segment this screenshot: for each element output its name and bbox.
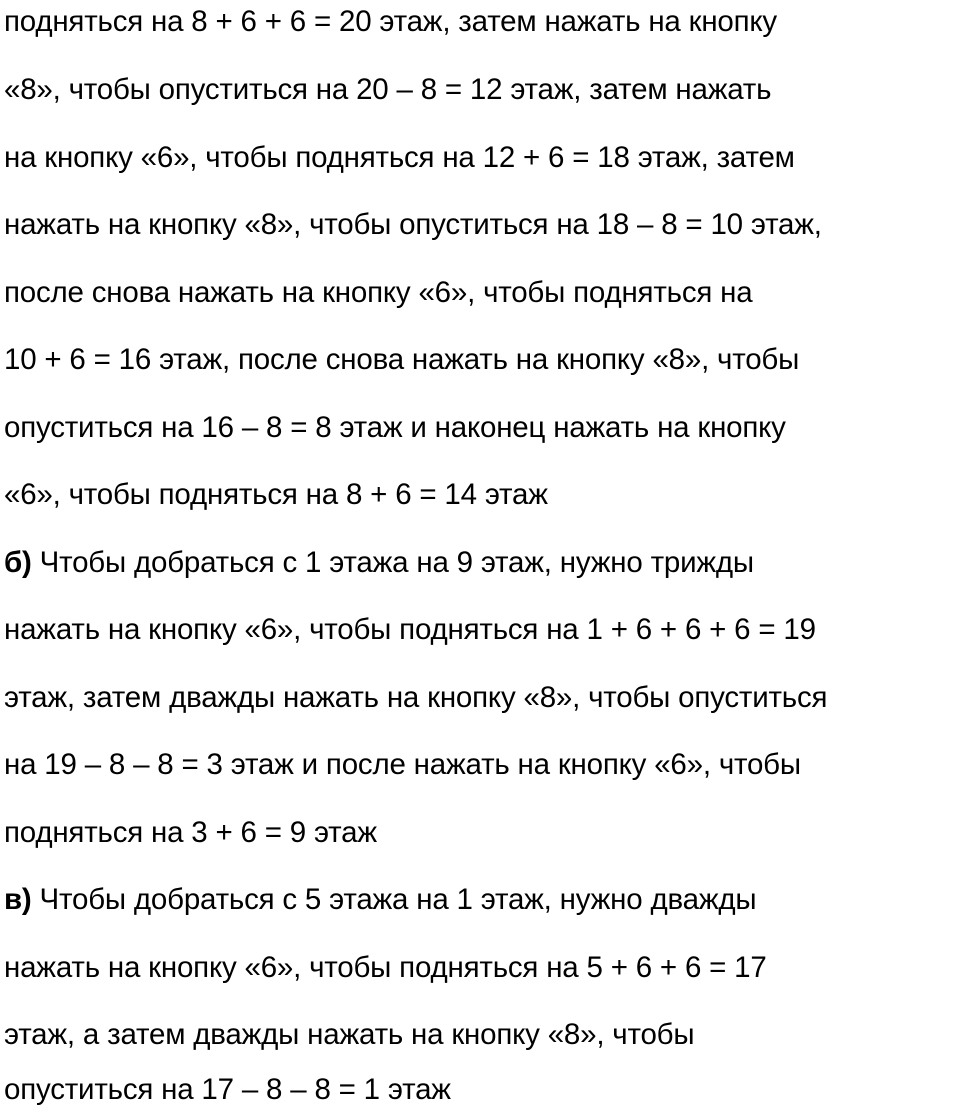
text-line: нажать на кнопку «6», чтобы подняться на 5 + 6 + 6 = 17 (4, 951, 767, 984)
text-line: опуститься на 16 – 8 = 8 этаж и наконец нажать на кнопку (4, 411, 786, 444)
text-line: «8», чтобы опуститься на 20 – 8 = 12 этаж, затем нажать (4, 73, 772, 106)
part-c-intro: Чтобы добраться с 5 этажа на 1 этаж, нужно дважды (31, 883, 757, 916)
part-c-marker: в) (4, 883, 32, 916)
text-line: подняться на 3 + 6 = 9 этаж (4, 816, 377, 849)
part-c-first-line (4, 880, 756, 920)
text-line: на 19 – 8 – 8 = 3 этаж и после нажать на кнопку «6», чтобы (4, 748, 801, 781)
text-line: нажать на кнопку «8», чтобы опуститься на 18 – 8 = 10 этаж, (4, 208, 822, 241)
part-b-intro: Чтобы добраться с 1 этажа на 9 этаж, нужно трижды (31, 546, 754, 579)
text-line: на кнопку «6», чтобы подняться на 12 + 6 = 18 этаж, затем (4, 141, 795, 174)
text-line: «6», чтобы подняться на 8 + 6 = 14 этаж (4, 478, 548, 511)
part-b-marker: б) (4, 546, 32, 579)
text-line: подняться на 8 + 6 + 6 = 20 этаж, затем нажать на кнопку (4, 5, 777, 38)
text-line: нажать на кнопку «6», чтобы подняться на 1 + 6 + 6 + 6 = 19 (4, 613, 816, 646)
text-line: этаж, затем дважды нажать на кнопку «8», чтобы опуститься (4, 681, 828, 714)
text-line: опуститься на 17 – 8 – 8 = 1 этаж (4, 1073, 451, 1106)
text-line: этаж, а затем дважды нажать на кнопку «8», чтобы (4, 1018, 695, 1051)
text-line: после снова нажать на кнопку «6», чтобы подняться на (4, 276, 753, 309)
part-b-first-line (4, 543, 754, 583)
text-line: 10 + 6 = 16 этаж, после снова нажать на кнопку «8», чтобы (4, 343, 800, 376)
